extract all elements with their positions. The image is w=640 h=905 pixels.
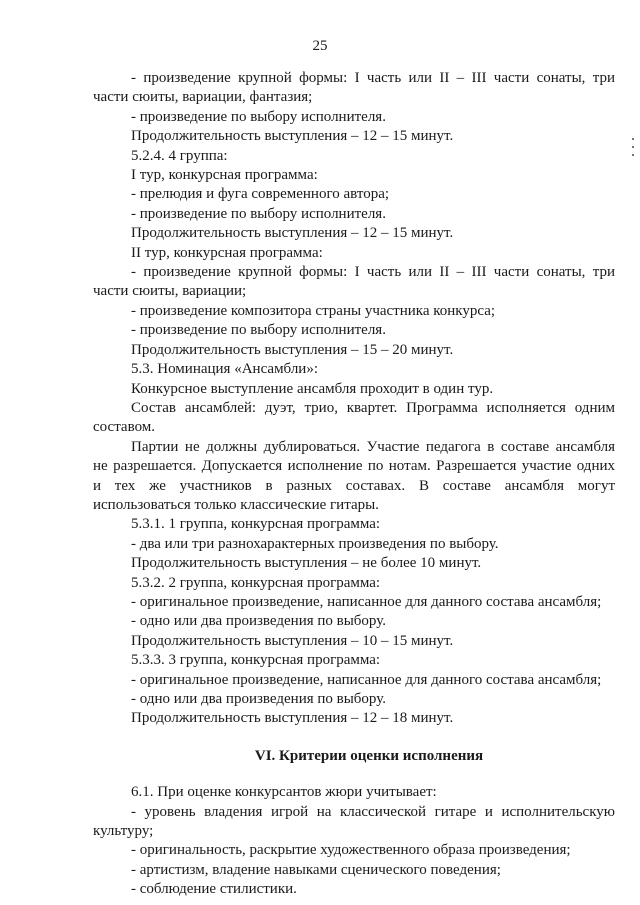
text-line: 5.3.2. 2 группа, конкурсная программа: bbox=[131, 574, 381, 591]
text-line: составом. bbox=[93, 419, 156, 436]
criteria-line: - оригинальность, раскрытие художественного образа произведения; bbox=[131, 842, 571, 859]
text-line: Продолжительность выступления – 10 – 15 минут. bbox=[131, 632, 454, 649]
text-line: - произведение по выбору исполнителя. bbox=[131, 205, 386, 222]
text-line: использоваться только классические гитары. bbox=[93, 496, 379, 513]
text-line: - одно или два произведения по выбору. bbox=[131, 691, 386, 707]
page-number: 25 bbox=[312, 38, 328, 54]
body-paragraphs bbox=[93, 69, 615, 729]
text-line: и тех же участников в разных составах. В составе ансамбля могут bbox=[93, 477, 615, 494]
document-body bbox=[93, 69, 615, 900]
text-line: 5.3. Номинация «Ансамбли»: bbox=[131, 361, 318, 378]
section-heading: VI. Критерии оценки исполнения bbox=[254, 747, 484, 764]
text-line: 5.3.3. 3 группа, конкурсная программа: bbox=[131, 652, 381, 669]
text-line: Продолжительность выступления – 15 – 20 минут. bbox=[131, 341, 454, 358]
text-line: 5.3.1. 1 группа, конкурсная программа: bbox=[131, 516, 381, 533]
text-line: - прелюдия и фуга современного автора; bbox=[131, 186, 390, 203]
text-line: - одно или два произведения по выбору. bbox=[131, 613, 386, 630]
criteria-line: культуру; bbox=[93, 823, 154, 840]
criteria-line: - соблюдение стилистики. bbox=[131, 881, 297, 898]
scan-mark bbox=[632, 146, 634, 148]
text-line: I тур, конкурсная программа: bbox=[131, 167, 318, 184]
text-line: - произведение по выбору исполнителя. bbox=[131, 322, 386, 339]
text-line: Состав ансамблей: дуэт, трио, квартет. Программа исполняется одним bbox=[131, 399, 615, 416]
scan-mark bbox=[632, 138, 634, 140]
text-line: - оригинальное произведение, написанное для данного состава ансамбля; bbox=[131, 671, 602, 688]
criteria-paragraphs bbox=[93, 783, 615, 899]
text-line: - произведение крупной формы: I часть или II – III части сонаты, три bbox=[131, 264, 615, 281]
text-line: - произведение крупной формы: I часть или II – III части сонаты, три bbox=[131, 70, 615, 86]
text-line: Продолжительность выступления – 12 – 15 минут. bbox=[131, 225, 454, 242]
text-line: Продолжительность выступления – 12 – 15 минут. bbox=[131, 128, 454, 145]
text-line: II тур, конкурсная программа: bbox=[131, 244, 323, 261]
text-line: Продолжительность выступления – не более 10 минут. bbox=[131, 555, 482, 572]
text-line: части сюиты, вариации; bbox=[93, 283, 247, 300]
text-line: части сюиты, вариации, фантазия; bbox=[93, 89, 313, 106]
criteria-line: - артистизм, владение навыками сценического поведения; bbox=[131, 861, 501, 878]
criteria-line: - уровень владения игрой на классической гитаре и исполнительскую bbox=[131, 803, 615, 820]
text-line: Конкурсное выступление ансамбля проходит в один тур. bbox=[131, 380, 494, 397]
text-line: 5.2.4. 4 группа: bbox=[131, 147, 228, 164]
text-line: - произведение композитора страны участника конкурса; bbox=[131, 302, 496, 319]
scan-mark bbox=[632, 154, 634, 156]
text-line: - оригинальное произведение, написанное для данного состава ансамбля; bbox=[131, 593, 602, 610]
text-line: Партии не должны дублироваться. Участие педагога в составе ансамбля bbox=[131, 438, 615, 455]
criteria-line: 6.1. При оценке конкурсантов жюри учитывает: bbox=[131, 784, 437, 801]
text-line: не разрешается. Допускается исполнение по нотам. Разрешается участие одних bbox=[93, 458, 615, 475]
text-line: - два или три разнохарактерных произведения по выбору. bbox=[131, 535, 499, 552]
text-line: - произведение по выбору исполнителя. bbox=[131, 108, 386, 125]
text-line: Продолжительность выступления – 12 – 18 минут. bbox=[131, 710, 454, 727]
